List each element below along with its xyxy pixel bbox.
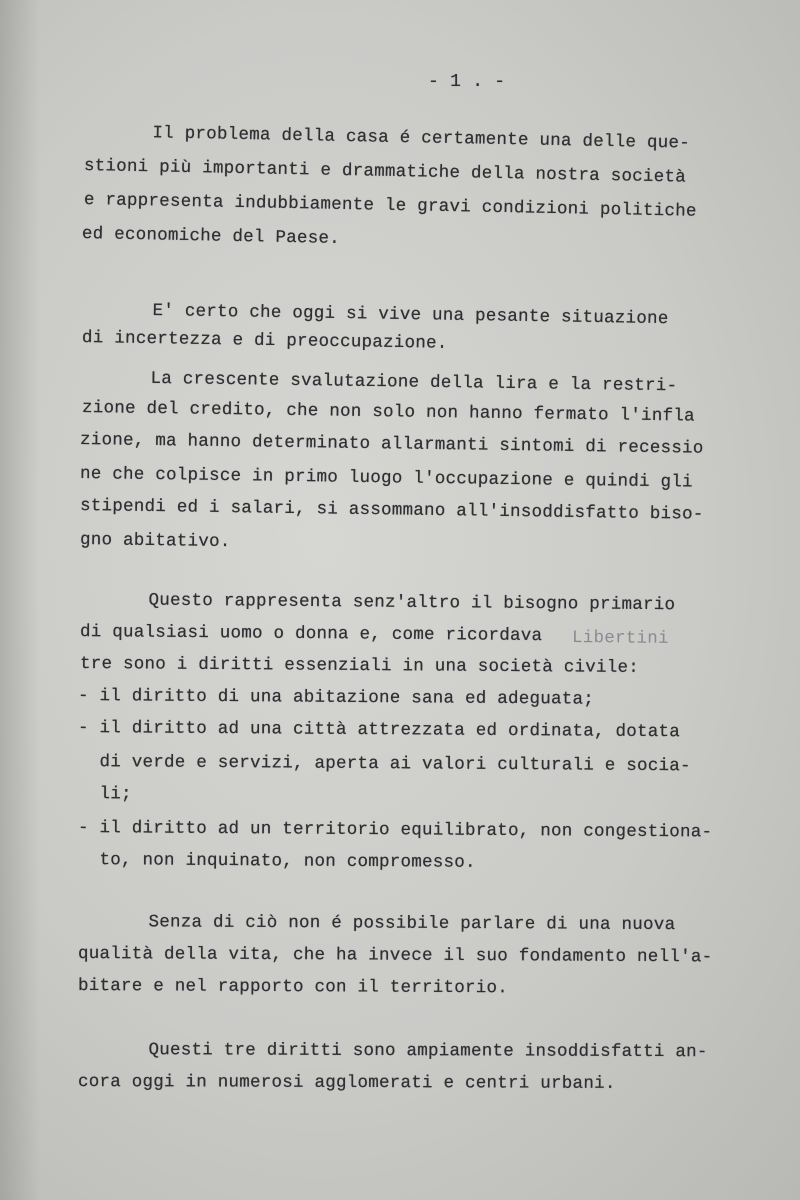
- text-line: Questo rappresenta senz'altro il bisogno primario: [83, 590, 676, 616]
- text-line: gno abitativo.: [79, 530, 231, 553]
- list-item: di verde e servizi, aperta ai valori culturali e socia-: [77, 752, 691, 777]
- list-item: - il diritto ad un territorio equilibrato, non congestiona-: [77, 818, 713, 843]
- text-line: ne che colpisce in primo luogo l'occupazione e quindi gli: [79, 464, 693, 493]
- list-item: to, non inquinato, non compromesso.: [77, 850, 476, 873]
- text-line: Questi tre diritti sono ampiamente insoddisfatti an-: [83, 1040, 708, 1063]
- text-line: Il problema della casa é certamente una delle que-: [87, 122, 691, 154]
- text-line: stipendi ed i salari, si assommano all'insoddisfatto biso-: [79, 496, 704, 525]
- text-line: La crescente svalutazione della lira e la restri-: [85, 368, 678, 397]
- text-line: e rappresenta indubbiamente le gravi condizioni politiche: [83, 190, 697, 222]
- list-item: li;: [77, 784, 132, 805]
- text-line: qualità della vita, che ha invece il suo fondamento nell'a-: [77, 944, 713, 968]
- page-number: - 1 . -: [428, 72, 506, 92]
- text-line: tre sono i diritti essenziali in una società civile:: [79, 654, 640, 678]
- text-line: di qualsiasi uomo o donna e, come ricordava: [79, 622, 543, 647]
- list-item: - il diritto ad una città attrezzata ed ordinata, dotata: [77, 718, 681, 743]
- text-line: stioni più importanti e drammatiche della nostra società: [83, 156, 687, 188]
- text-line: ed economiche del Paese.: [81, 224, 341, 249]
- text-line: E' certo che oggi si vive una pesante situazione: [87, 300, 669, 330]
- faint-insert-name: Libertini: [571, 628, 669, 649]
- text-line: cora oggi in numerosi agglomerati e centri urbani.: [77, 1072, 616, 1094]
- text-line: di incertezza e di preoccupazione.: [81, 328, 448, 354]
- text-line: bitare e nel rapporto con il territorio.: [77, 976, 509, 999]
- text-line: zione del credito, che non solo non hanno fermato l'infla: [81, 398, 695, 427]
- text-line: zione, ma hanno determinato allarmanti sintomi di recessio: [79, 430, 704, 459]
- list-item: - il diritto di una abitazione sana ed adeguata;: [77, 686, 595, 710]
- text-line: Senza di ciò non é possibile parlare di una nuova: [83, 912, 676, 936]
